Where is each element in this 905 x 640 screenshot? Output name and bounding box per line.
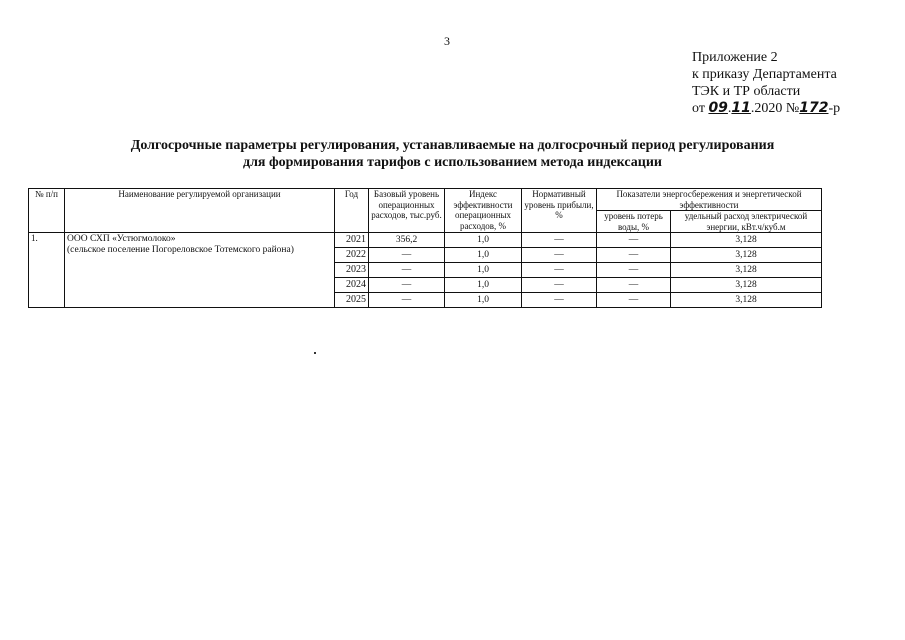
year-cell: 2021 xyxy=(335,233,369,248)
base-cell: 356,2 xyxy=(369,233,445,248)
title-line-1: Долгосрочные параметры регулирования, устанавливаемые на долгосрочный период регулирования xyxy=(130,138,775,153)
profit-cell: — xyxy=(522,248,597,263)
appendix-line-3: ТЭК и ТР области xyxy=(692,84,801,99)
year-cell: 2025 xyxy=(335,293,369,308)
electricity-cell: 3,128 xyxy=(671,293,822,308)
header-base-level: Базовый уровень операционных расходов, тыс.руб. xyxy=(369,189,445,233)
order-number: 172 xyxy=(799,100,829,116)
water-loss-cell: — xyxy=(597,248,671,263)
electricity-cell: 3,128 xyxy=(671,278,822,293)
organization-note: (сельское поселение Погореловское Тотемского района) xyxy=(67,245,294,255)
date-prefix: от xyxy=(692,101,705,116)
date-month: 11 xyxy=(731,100,751,116)
water-loss-cell: — xyxy=(597,293,671,308)
header-efficiency-index: Индекс эффективности операционных расходов, % xyxy=(445,189,522,233)
page-number: 3 xyxy=(444,34,450,48)
base-cell: — xyxy=(369,293,445,308)
header-org: Наименование регулируемой организации xyxy=(65,189,335,233)
year-cell: 2022 xyxy=(335,248,369,263)
organization-name: ООО СХП «Устюгмолоко» xyxy=(67,234,176,244)
base-cell: — xyxy=(369,263,445,278)
header-profit-level: Нормативный уровень прибыли, % xyxy=(522,189,597,233)
year-cell: 2024 xyxy=(335,278,369,293)
water-loss-cell: — xyxy=(597,263,671,278)
document-title xyxy=(60,137,845,171)
table-row xyxy=(29,233,822,248)
appendix-date-line xyxy=(692,100,840,117)
header-row-1 xyxy=(29,189,822,211)
index-cell: 1,0 xyxy=(445,263,522,278)
appendix-line-2: к приказу Департамента xyxy=(692,67,837,82)
profit-cell: — xyxy=(522,293,597,308)
water-loss-cell: — xyxy=(597,278,671,293)
header-water-loss: уровень потерь воды, % xyxy=(597,211,671,233)
base-cell: — xyxy=(369,248,445,263)
organization-cell xyxy=(65,233,335,308)
water-loss-cell: — xyxy=(597,233,671,248)
row-number: 1. xyxy=(29,233,65,308)
date-day: 09 xyxy=(708,100,728,116)
year-cell: 2023 xyxy=(335,263,369,278)
profit-cell: — xyxy=(522,233,597,248)
profit-cell: — xyxy=(522,263,597,278)
base-cell: — xyxy=(369,278,445,293)
profit-cell: — xyxy=(522,278,597,293)
electricity-cell: 3,128 xyxy=(671,233,822,248)
header-num: № п/п xyxy=(29,189,65,233)
index-cell: 1,0 xyxy=(445,233,522,248)
parameters-table xyxy=(28,188,822,308)
title-line-2: для формирования тарифов с использованием метода индексации xyxy=(242,155,662,170)
appendix-line-1: Приложение 2 xyxy=(692,50,778,65)
header-electricity: удельный расход электрической энергии, кВт.ч/куб.м xyxy=(671,211,822,233)
date-separator: . xyxy=(727,101,732,116)
electricity-cell: 3,128 xyxy=(671,263,822,278)
index-cell: 1,0 xyxy=(445,248,522,263)
index-cell: 1,0 xyxy=(445,278,522,293)
header-year: Год xyxy=(335,189,369,233)
index-cell: 1,0 xyxy=(445,293,522,308)
date-year: .2020 № xyxy=(750,101,800,116)
scan-speck xyxy=(314,352,316,354)
order-suffix: -р xyxy=(828,101,841,116)
header-energy-group: Показатели энергосбережения и энергетической эффективности xyxy=(597,189,822,211)
electricity-cell: 3,128 xyxy=(671,248,822,263)
appendix-block xyxy=(692,49,840,117)
